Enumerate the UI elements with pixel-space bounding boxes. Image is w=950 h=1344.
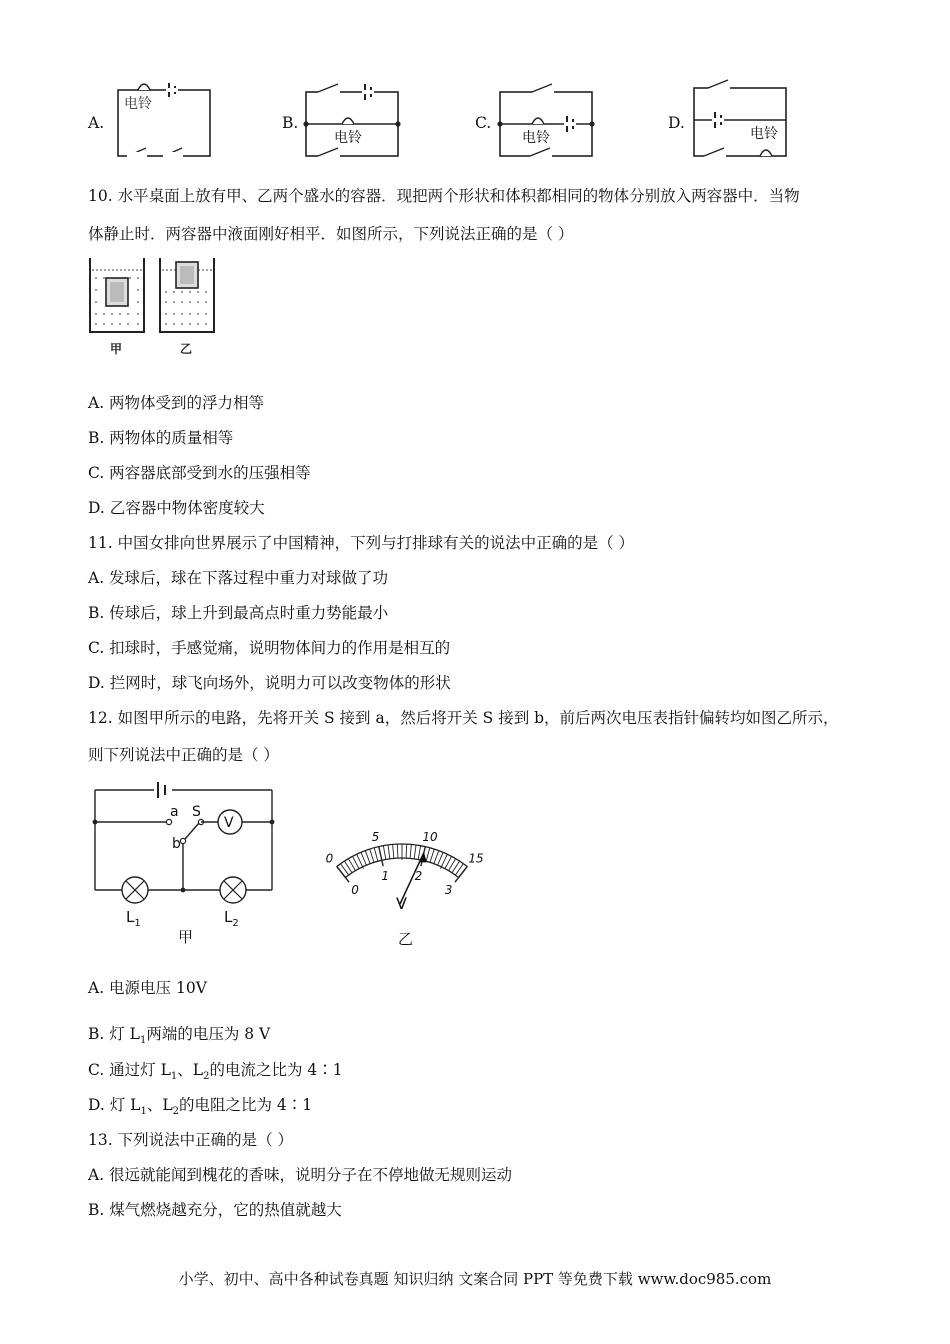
q12-label-v: V [224,815,234,831]
meter-bottom-tick: 2 [414,868,423,883]
meter-top-tick: 10 [422,829,438,844]
q12-label-l1: $L_1$ [126,908,141,929]
q10-containers-figure [86,256,226,356]
page-footer: 小学、初中、高中各种试卷真题 知识归纳 文案合同 PPT 等免费下载 www.doc985.com [178,1270,772,1288]
q10-option-a: A. 两物体受到的浮力相等 [88,394,265,412]
svg-text:电铃: 电铃 [750,126,778,142]
q13-option-a: A. 很远就能闻到槐花的香味，说明分子在不停地做无规则运动 [88,1166,513,1184]
q9-circuit-a [110,74,220,164]
q12-stem-line2: 则下列说法中正确的是（ ） [88,746,279,764]
q12-stem-line1: 12. 如图甲所示的电路，先将开关 S 接到 a，然后将开关 S 接到 b，前后两次电压表指针偏转均如图乙所示， [88,709,839,727]
q11-option-c: C. 扣球时，手感觉痛，说明物体间力的作用是相互的 [88,639,451,657]
q12-circuit-figure [88,778,288,948]
meter-top-tick: 5 [371,829,380,844]
svg-text:电铃: 电铃 [334,130,362,146]
q12-option-b: B. 灯 $L_1$两端的电压为 8 V [88,1025,271,1047]
q9-option-a-label: A. [88,114,105,132]
q10-label-yi: 乙 [180,342,193,356]
meter-bottom-tick: 0 [351,883,359,898]
svg-text:电铃: 电铃 [522,130,550,146]
q12-option-d: D. 灯 $L_1$、$L_2$的电阻之比为 4∶1 [88,1096,313,1118]
q10-stem-line1: 10. 水平桌面上放有甲、乙两个盛水的容器．现把两个形状和体积都相同的物体分别放入两容器中．当物 [88,187,800,205]
meter-top-tick: 15 [468,851,484,866]
q12-caption-yi: 乙 [398,930,414,948]
q10-option-d: D. 乙容器中物体密度较大 [88,499,265,517]
meter-needle-label: V [396,894,407,913]
q9-option-b-label: B. [282,114,299,132]
svg-text:电铃: 电铃 [124,96,152,112]
q11-option-b: B. 传球后，球上升到最高点时重力势能最小 [88,604,389,622]
meter-top-tick: 0 [325,851,334,866]
q9-circuit-c [492,78,602,164]
q12-label-a: a [170,804,179,820]
q12-voltmeter-figure [292,800,512,950]
meter-bottom-tick: 3 [444,883,453,898]
q12-option-c: C. 通过灯 $L_1$、$L_2$的电流之比为 4∶1 [88,1061,343,1083]
q12-label-l2: $L_2$ [224,908,239,929]
q9-option-c-label: C. [475,114,492,132]
q10-label-jia: 甲 [110,342,123,356]
q12-option-a: A. 电源电压 10V [88,979,207,997]
q11-stem: 11. 中国女排向世界展示了中国精神，下列与打排球有关的说法中正确的是（ ） [88,534,635,552]
q12-caption-jia: 甲 [178,928,194,946]
q12-label-b: b [172,836,181,852]
q11-option-d: D. 拦网时，球飞向场外，说明力可以改变物体的形状 [88,674,451,692]
meter-scale [326,830,484,904]
q13-stem: 13. 下列说法中正确的是（ ） [88,1131,294,1149]
q11-option-a: A. 发球后，球在下落过程中重力对球做了功 [88,569,389,587]
q10-option-b: B. 两物体的质量相等 [88,429,234,447]
q9-option-d-label: D. [668,114,685,132]
q9-circuit-b [298,78,408,164]
q10-option-c: C. 两容器底部受到水的压强相等 [88,464,311,482]
meter-bottom-tick: 1 [381,868,389,883]
q12-label-s: S [192,804,201,820]
q10-stem-line2: 体静止时．两容器中液面刚好相平．如图所示，下列说法正确的是（ ） [88,225,574,243]
q9-circuit-d [686,74,796,164]
q13-option-b: B. 煤气燃烧越充分，它的热值就越大 [88,1201,342,1219]
